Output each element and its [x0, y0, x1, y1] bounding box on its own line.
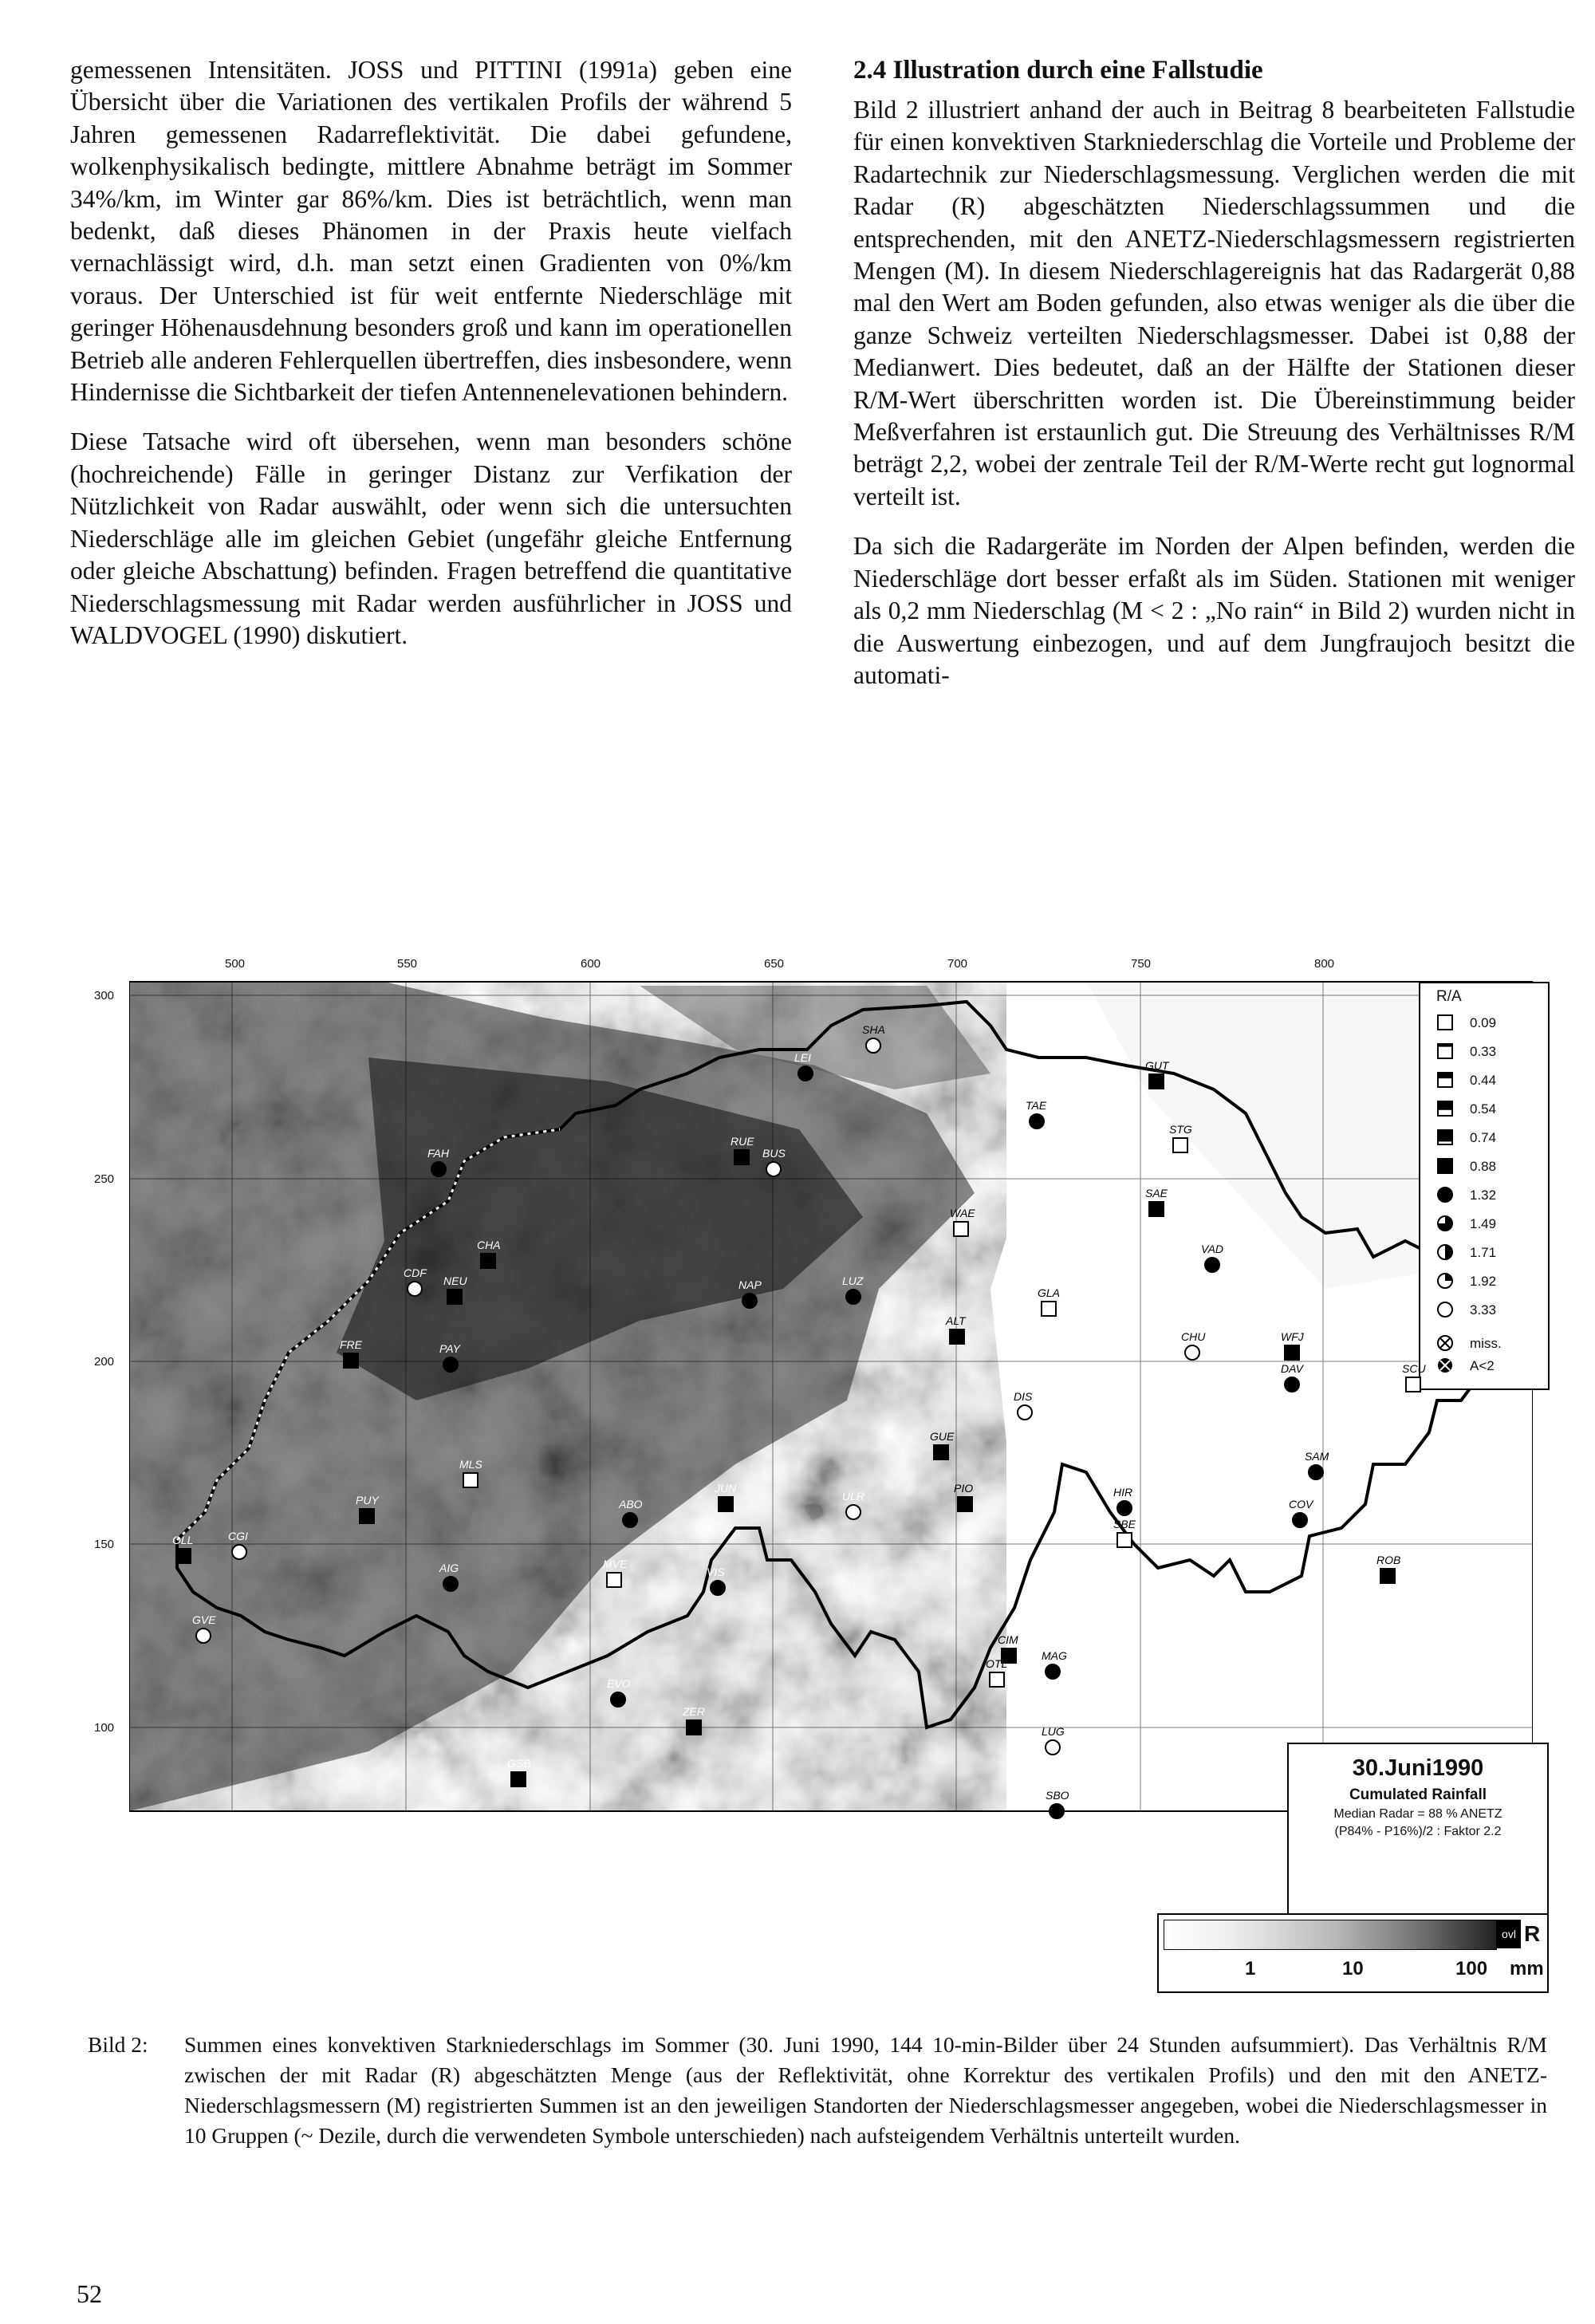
station-label: SCU	[1402, 1362, 1426, 1375]
station-marker	[865, 1038, 881, 1054]
station-marker	[1049, 1803, 1065, 1819]
legend-row	[1436, 1213, 1540, 1234]
station-label: GUT	[1145, 1059, 1169, 1072]
station-label: NEU	[443, 1274, 467, 1287]
station-marker	[766, 1161, 782, 1177]
ratio-symbol-icon	[1436, 1215, 1454, 1232]
station-label: PIO	[954, 1482, 974, 1495]
y-tick-250: 250	[94, 1172, 115, 1186]
legend-value: 0.33	[1470, 1044, 1497, 1059]
station-label: ZER	[683, 1705, 705, 1718]
legend-value: 1.32	[1470, 1188, 1497, 1203]
station-marker	[710, 1580, 726, 1596]
station-label: LEI	[794, 1051, 812, 1064]
station-label: OLL	[172, 1534, 194, 1546]
station-marker	[1148, 1073, 1164, 1089]
info-factor: (P84% - P16%)/2 : Faktor 2.2	[1334, 1825, 1502, 1838]
station-marker	[1380, 1568, 1396, 1584]
legend-row	[1436, 1156, 1540, 1176]
ratio-symbol-icon	[1436, 1129, 1454, 1146]
legend-miss-label: miss.	[1470, 1336, 1502, 1351]
ratio-symbol-icon	[1436, 1100, 1454, 1117]
station-label: CGI	[228, 1530, 248, 1542]
legend-row	[1436, 1270, 1540, 1291]
station-marker	[1405, 1377, 1421, 1392]
left-paragraph-1: gemessenen Intensitäten. JOSS und PITTINI (1991a) geben eine Übersicht über die Variationen des vertikalen Profils der während 5 Jahren gemessenen Radarreflektivität. Die dabei gefundene, wolkenphysikalisch bedingte, mittlere Abnahme beträgt im Sommer 34%/km, im Winter gar 86%/km. Dies ist beträchtlich, wenn man bedenkt, daß dieses Phänomen in der Praxis heute vielfach vernachlässigt wird, d.h. man setzt einen Gradienten von 0%/km voraus. Der Unterschied ist für weit entfernte Niederschläge mit geringer Höhenausdehnung besonders groß und kann im operationellen Betrieb alle anderen Fehlerquellen übertreffen, dies insbesondere, wenn Hindernisse die Sichtbarkeit der tiefen Antennenelevationen behindern.	[70, 56, 792, 407]
station-label: PUY	[356, 1494, 379, 1507]
station-marker	[407, 1281, 423, 1297]
station-marker	[1116, 1500, 1132, 1516]
station-label: COV	[1289, 1498, 1313, 1511]
station-marker	[1045, 1664, 1061, 1680]
station-label: PAY	[439, 1342, 460, 1355]
x-tick-750: 750	[1131, 957, 1152, 971]
legend-row	[1436, 1184, 1540, 1205]
y-tick-150: 150	[94, 1538, 115, 1551]
radar-rainfall-map	[94, 954, 1544, 1979]
ratio-symbol-icon	[1436, 1157, 1454, 1175]
station-marker	[231, 1544, 247, 1560]
station-marker	[1045, 1739, 1061, 1755]
legend-row	[1436, 1242, 1540, 1262]
station-label: LUZ	[842, 1274, 864, 1287]
station-label: SAM	[1305, 1450, 1329, 1463]
legend-title: R/A	[1436, 988, 1462, 1005]
station-label: EVO	[607, 1677, 631, 1690]
station-label: SHA	[862, 1023, 885, 1036]
station-marker	[443, 1357, 459, 1373]
station-marker	[510, 1771, 526, 1787]
station-marker	[1148, 1201, 1164, 1217]
station-marker	[443, 1576, 459, 1592]
legend-row	[1436, 1299, 1540, 1320]
station-marker	[953, 1221, 969, 1237]
scale-overflow: ovl	[1497, 1920, 1521, 1948]
x-tick-800: 800	[1314, 957, 1335, 971]
scale-tick-10: 10	[1342, 1958, 1364, 1979]
event-date: 30.Juni1990	[1352, 1755, 1484, 1781]
station-label: CIM	[998, 1633, 1018, 1646]
y-tick-300: 300	[94, 989, 115, 1002]
caption-text: Summen eines konvektiven Starkniederschlags im Sommer (30. Juni 1990, 144 10-min-Bilder über 24 Stunden aufsummiert). Das Verhältnis R/M zwischen der mit Radar (R) abgeschätzten Menge (aus der Reflektivität, ohne Korrektur des vertikalen Profils) und den mit den ANETZ-Niederschlagsmessern (M) registrierten Summen ist an den jeweiligen Standorten der Niederschlagsmesser angegeben, wobei die Niederschlagsmesser in 10 Gruppen (~ Dezile, durch die verwendeten Symbole unterschieden) nach aufsteigendem Verhältnis unterteilt wurden.	[184, 2032, 1547, 2148]
station-marker	[845, 1504, 861, 1520]
station-label: DAV	[1281, 1362, 1304, 1375]
station-label: ROB	[1376, 1554, 1401, 1566]
ratio-symbol-icon	[1436, 1272, 1454, 1290]
x-tick-500: 500	[225, 957, 246, 971]
ratio-symbol-icon	[1436, 1186, 1454, 1203]
ratio-symbol-icon	[1436, 1071, 1454, 1089]
station-label: MAG	[1042, 1649, 1067, 1662]
station-label: SBE	[1113, 1518, 1136, 1530]
station-marker	[1017, 1404, 1033, 1420]
ratio-legend	[1419, 982, 1550, 1390]
station-label: SBO	[1046, 1789, 1069, 1802]
legend-value: 1.49	[1470, 1216, 1497, 1231]
right-text-column	[853, 54, 1575, 709]
station-label: AIG	[439, 1562, 459, 1574]
left-paragraph-2: Diese Tatsache wird oft übersehen, wenn man besonders schöne (hochreichende) Fälle in geringer Distanz zur Verfikation der Nützlichkeit von Radar auswählt, oder wenn sich die untersuchten Niederschläge alle im gleichen Gebiet (ungefähr gleiche Entfernung oder gleiche Abschattung) befinden. Fragen betreffend die quantitative Niederschlagsmessung mit Radar werden ausführlicher in JOSS und WALDVOGEL (1990) diskutiert.	[70, 427, 792, 649]
legend-row	[1436, 1098, 1540, 1119]
ratio-symbol-icon	[1436, 1042, 1454, 1060]
info-box	[1287, 1743, 1549, 1916]
station-label: CHU	[1181, 1330, 1206, 1343]
legend-row-miss	[1436, 1333, 1540, 1353]
station-label: VIS	[707, 1566, 725, 1578]
station-marker	[480, 1253, 496, 1269]
station-label: DIS	[1014, 1390, 1033, 1403]
left-text-column	[70, 54, 792, 669]
station-label: CDF	[404, 1266, 427, 1279]
station-label: NAP	[738, 1278, 762, 1291]
legend-value: 3.33	[1470, 1302, 1497, 1318]
right-paragraph-1: Bild 2 illustriert anhand der auch in Beitrag 8 bearbeiteten Fallstudie für einen konvektiven Starkniederschlag die Vorteile und Probleme der Radartechnik zur Niederschlagsmessung. Verglichen werden die mit Radar (R) abgeschätzten Niederschlagssummen und die entsprechenden, mit den ANETZ-Niederschlagsmessern registrierten Mengen (M). In diesem Niederschlagereignis hat das Radargerät 0,88 mal den Wert am Boden gefunden, also etwas weniger als die über die ganze Schweiz verteilten Niederschlagsmesser. Dabei ist 0,88 der Medianwert. Dies bedeutet, daß an der Hälfte der Stationen dieser R/M-Wert überschritten worden ist. Die Übereinstimmung beider Meßverfahren ist erstaunlich gut. Die Streuung des Verhältnisses R/M beträgt 2,2, wobei der zentrale Teil der R/M-Werte recht gut lognormal verteilt ist.	[853, 96, 1575, 510]
station-marker	[195, 1628, 211, 1644]
station-marker	[989, 1672, 1005, 1688]
legend-norain-label: A<2	[1470, 1358, 1495, 1373]
station-marker	[734, 1149, 750, 1165]
station-label: STG	[1169, 1123, 1192, 1136]
radar-field	[129, 982, 1533, 1811]
legend-value: 0.54	[1470, 1101, 1497, 1117]
station-marker	[606, 1572, 622, 1588]
info-median: Median Radar = 88 % ANETZ	[1333, 1807, 1502, 1821]
station-marker	[718, 1496, 734, 1512]
station-marker	[1308, 1464, 1324, 1480]
station-label: VAD	[1201, 1243, 1224, 1255]
station-marker	[622, 1512, 638, 1528]
station-label: JUN	[715, 1482, 737, 1495]
legend-value: 0.74	[1470, 1130, 1497, 1145]
rainfall-scale	[1157, 1913, 1549, 1993]
legend-value: 0.88	[1470, 1159, 1497, 1174]
station-label: SAE	[1145, 1187, 1168, 1199]
scale-tick-100: 100	[1455, 1958, 1488, 1979]
legend-row-norain	[1436, 1355, 1540, 1376]
legend-value: 1.71	[1470, 1245, 1497, 1260]
station-marker	[1184, 1345, 1200, 1361]
station-marker	[1284, 1377, 1300, 1392]
station-label: HIR	[1113, 1486, 1133, 1499]
x-tick-700: 700	[947, 957, 968, 971]
station-label: TAE	[1026, 1099, 1047, 1112]
legend-row	[1436, 1069, 1540, 1090]
legend-value: 0.09	[1470, 1015, 1497, 1030]
station-marker	[1284, 1345, 1300, 1361]
legend-row	[1436, 1127, 1540, 1148]
station-marker	[1292, 1512, 1308, 1528]
station-marker	[175, 1548, 191, 1564]
station-label: FAH	[427, 1147, 449, 1160]
station-marker	[1116, 1532, 1132, 1548]
station-marker	[431, 1161, 447, 1177]
station-marker	[933, 1444, 949, 1460]
page-number: 52	[77, 2279, 102, 2308]
legend-row	[1436, 1012, 1540, 1033]
missing-icon	[1436, 1334, 1454, 1352]
station-marker	[359, 1508, 375, 1524]
station-label: ALT	[946, 1314, 966, 1327]
station-marker	[1041, 1301, 1057, 1317]
station-marker	[463, 1472, 478, 1488]
info-title: Cumulated Rainfall	[1349, 1786, 1487, 1803]
x-tick-600: 600	[581, 957, 601, 971]
station-label: OTL	[986, 1657, 1008, 1670]
station-marker	[1172, 1137, 1188, 1153]
station-marker	[949, 1329, 965, 1345]
legend-value: 0.44	[1470, 1073, 1497, 1088]
station-label: WAE	[950, 1207, 975, 1219]
station-label: GVE	[192, 1613, 216, 1626]
ratio-symbol-icon	[1436, 1301, 1454, 1318]
station-marker	[1029, 1113, 1045, 1129]
y-tick-200: 200	[94, 1355, 115, 1369]
station-label: FRE	[340, 1338, 362, 1351]
section-heading: 2.4 Illustration durch eine Fallstudie	[853, 56, 1263, 85]
caption-label: Bild 2:	[88, 2032, 148, 2057]
station-label: LUG	[1042, 1725, 1065, 1738]
station-marker	[845, 1289, 861, 1305]
scale-unit: mm	[1510, 1958, 1544, 1979]
x-tick-650: 650	[764, 957, 785, 971]
legend-row	[1436, 1041, 1540, 1062]
station-marker	[447, 1289, 463, 1305]
right-paragraph-2: Da sich die Radargeräte im Norden der Alpen befinden, werden die Niederschläge dort besser erfaßt als im Süden. Stationen mit weniger als 0,2 mm Niederschlag (M < 2 : „No rain“ in Bild 2) wurden nicht in die Auswertung einbezogen, und auf dem Jungfraujoch besitzt die automati-	[853, 532, 1575, 689]
station-marker	[957, 1496, 973, 1512]
station-marker	[610, 1692, 626, 1708]
ratio-symbol-icon	[1436, 1243, 1454, 1261]
station-label: MLS	[459, 1458, 482, 1471]
station-label: ULR	[842, 1490, 865, 1503]
station-label: RUE	[731, 1135, 754, 1148]
scale-gradient	[1164, 1920, 1497, 1950]
station-label: MVE	[603, 1558, 628, 1570]
station-label: GSB	[507, 1757, 531, 1770]
station-label: WFJ	[1281, 1330, 1304, 1343]
legend-value: 1.92	[1470, 1274, 1497, 1289]
station-label: CHA	[477, 1239, 501, 1251]
scale-tick-1: 1	[1245, 1958, 1256, 1979]
y-tick-100: 100	[94, 1721, 115, 1735]
no-rain-icon	[1436, 1357, 1454, 1374]
station-marker	[343, 1353, 359, 1369]
station-marker	[798, 1065, 813, 1081]
station-label: BUS	[762, 1147, 786, 1160]
station-label: GLA	[1038, 1286, 1061, 1299]
station-marker	[1204, 1257, 1220, 1273]
station-marker	[742, 1293, 758, 1309]
scale-unit-letter: R	[1524, 1921, 1541, 1946]
station-label: ABO	[619, 1498, 643, 1511]
station-marker	[686, 1719, 702, 1735]
x-tick-550: 550	[397, 957, 418, 971]
station-label: GUE	[930, 1430, 955, 1443]
map-canvas	[129, 954, 1533, 1812]
ratio-symbol-icon	[1436, 1014, 1454, 1031]
